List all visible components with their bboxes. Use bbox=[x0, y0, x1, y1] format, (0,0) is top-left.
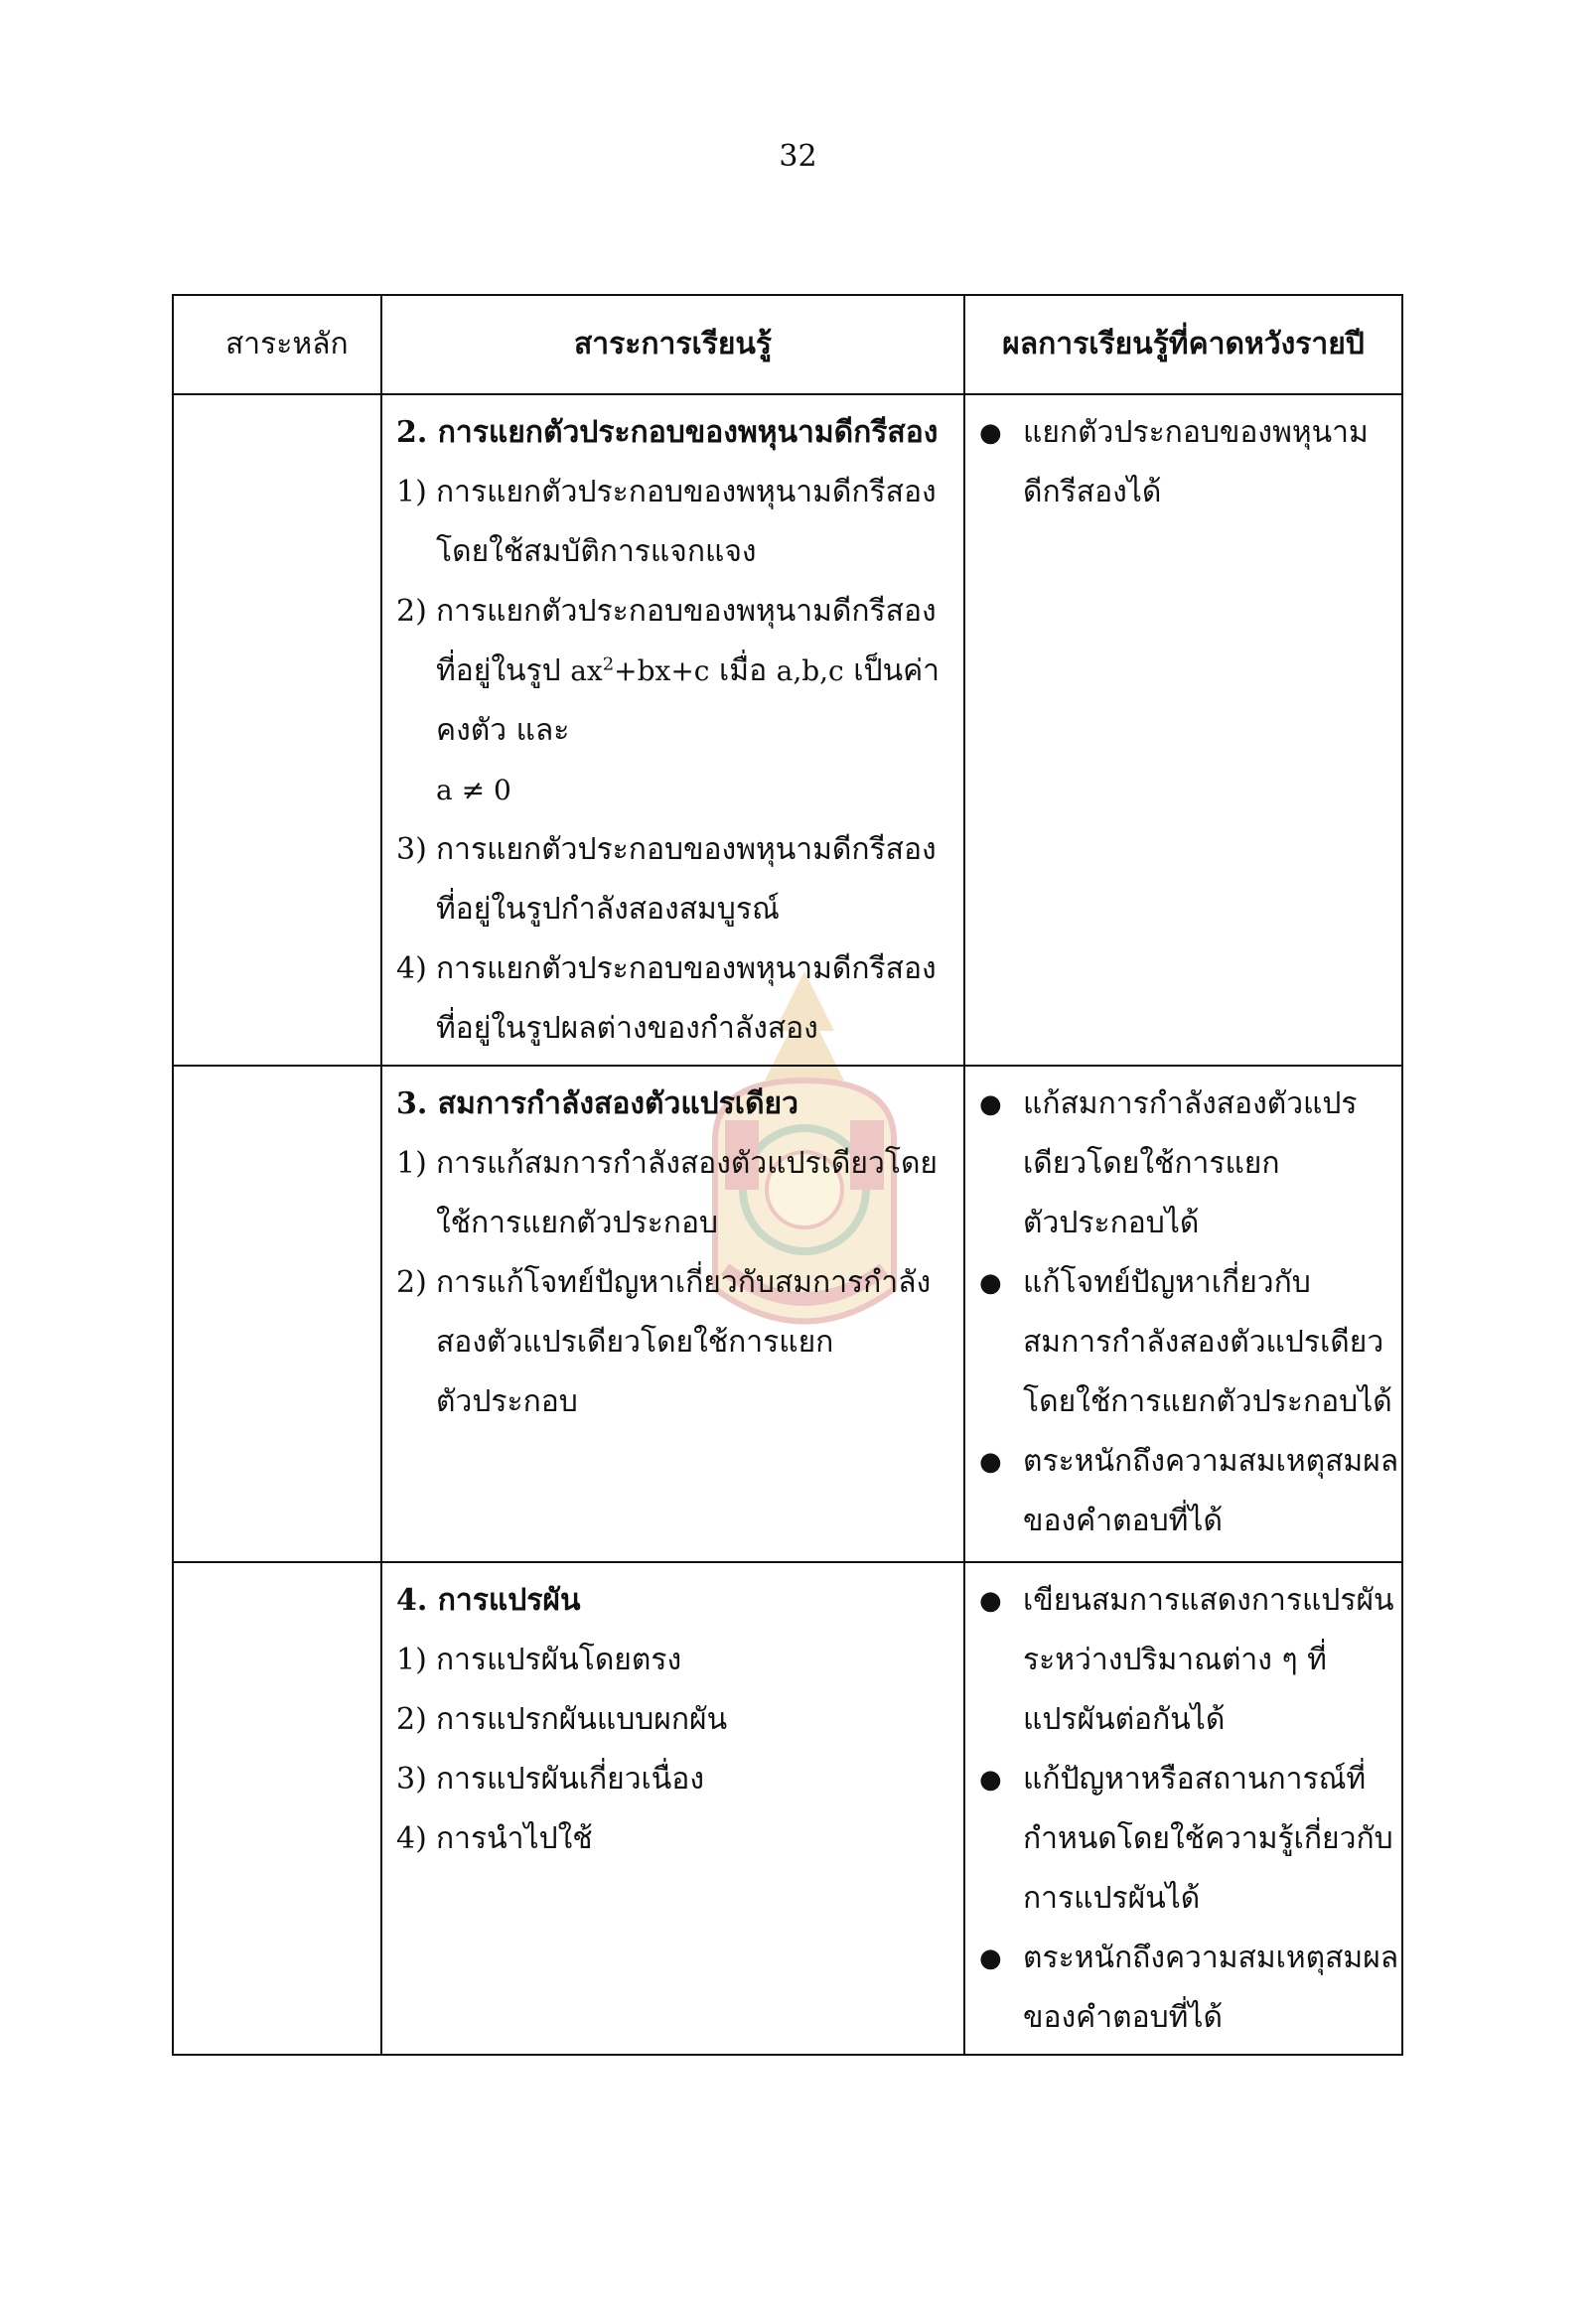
list-item bbox=[396, 1253, 955, 1432]
item-text: การแยกตัวประกอบของพหุนามดีกรีสองที่อยู่ในรูปผลต่างของกำลังสอง bbox=[436, 951, 937, 1046]
item-text: การแปรกผันแบบผกผัน bbox=[436, 1702, 728, 1737]
outcome-text: เขียนสมการแสดงการแปรผันระหว่างปริมาณต่าง ๆ ที่แปรผันต่อกันได้ bbox=[1023, 1583, 1394, 1737]
item-number: 2) bbox=[396, 1702, 427, 1737]
math-condition: a ≠ 0 bbox=[436, 774, 511, 806]
item-number: 3) bbox=[396, 832, 427, 867]
outcome-text: แก้สมการกำลังสองตัวแปรเดียวโดยใช้การแยกตัวประกอบได้ bbox=[1023, 1086, 1358, 1240]
header-core: สาระหลัก bbox=[173, 295, 381, 394]
curriculum-table bbox=[172, 294, 1403, 2056]
outcome-cell bbox=[964, 1562, 1402, 2055]
math-expression bbox=[570, 654, 709, 687]
bullet-icon: ● bbox=[979, 1268, 1002, 1298]
outcome-cell bbox=[964, 394, 1402, 1066]
list-item bbox=[396, 1690, 955, 1750]
outcome-item bbox=[979, 1571, 1399, 1750]
item-number: 2) bbox=[396, 1265, 427, 1300]
list-item bbox=[396, 820, 955, 939]
bullet-icon: ● bbox=[979, 1765, 1002, 1795]
list-item bbox=[396, 939, 955, 1059]
bullet-icon: ● bbox=[979, 418, 1002, 448]
outcome-text: แก้โจทย์ปัญหาเกี่ยวกับสมการกำลังสองตัวแปรเดียวโดยใช้การแยกตัวประกอบได้ bbox=[1023, 1265, 1392, 1419]
core-cell bbox=[173, 1066, 381, 1562]
item-text: การแก้สมการกำลังสองตัวแปรเดียวโดยใช้การแยกตัวประกอบ bbox=[436, 1146, 939, 1240]
list-item bbox=[396, 1134, 955, 1253]
table-header-row bbox=[173, 295, 1402, 394]
outcome-item bbox=[979, 1432, 1399, 1551]
list-item bbox=[396, 1809, 955, 1869]
item-text: การแยกตัวประกอบของพหุนามดีกรีสองโดยใช้สมบัติการแจกแจง bbox=[436, 475, 937, 569]
bullet-icon: ● bbox=[979, 1943, 1002, 1973]
item-text: การแปรผันเกี่ยวเนื่อง bbox=[436, 1762, 704, 1797]
bullet-icon: ● bbox=[979, 1089, 1002, 1119]
outcome-text: ตระหนักถึงความสมเหตุสมผลของคำตอบที่ได้ bbox=[1023, 1941, 1399, 2035]
list-item bbox=[396, 1631, 955, 1690]
item-text: การนำไปใช้ bbox=[436, 1821, 593, 1856]
list-item bbox=[396, 1750, 955, 1809]
outcome-text: แยกตัวประกอบของพหุนามดีกรีสองได้ bbox=[1023, 415, 1369, 509]
core-cell bbox=[173, 394, 381, 1066]
item-number: 4) bbox=[396, 951, 427, 986]
item-number: 4) bbox=[396, 1821, 427, 1856]
item-text-part: เป็นค่าคงตัว และ bbox=[436, 653, 941, 748]
list-item bbox=[396, 582, 955, 820]
outcome-item bbox=[979, 1253, 1399, 1432]
item-text: การแปรผันโดยตรง bbox=[436, 1643, 682, 1677]
topic-heading: 3. สมการกำลังสองตัวแปรเดียว bbox=[396, 1086, 798, 1121]
content-cell bbox=[381, 1066, 964, 1562]
table-row bbox=[173, 1066, 1402, 1562]
item-text: การแก้โจทย์ปัญหาเกี่ยวกับสมการกำลังสองตัวแปรเดียวโดยใช้การแยกตัวประกอบ bbox=[436, 1265, 932, 1419]
header-outcomes: ผลการเรียนรู้ที่คาดหวังรายปี bbox=[964, 295, 1402, 394]
topic-heading: 4. การแปรผัน bbox=[396, 1583, 581, 1618]
item-text bbox=[436, 582, 955, 820]
math-term: +bx+c bbox=[614, 654, 710, 687]
item-number: 3) bbox=[396, 1762, 427, 1797]
item-number: 2) bbox=[396, 594, 427, 629]
bullet-icon: ● bbox=[979, 1447, 1002, 1477]
core-cell bbox=[173, 1562, 381, 2055]
math-exponent: 2 bbox=[602, 653, 615, 675]
outcome-cell bbox=[964, 1066, 1402, 1562]
bullet-icon: ● bbox=[979, 1586, 1002, 1616]
item-number: 1) bbox=[396, 1146, 427, 1181]
item-number: 1) bbox=[396, 1643, 427, 1677]
header-content: สาระการเรียนรู้ bbox=[381, 295, 964, 394]
table-row bbox=[173, 1562, 1402, 2055]
table-row bbox=[173, 394, 1402, 1066]
content-cell bbox=[381, 394, 964, 1066]
outcome-item bbox=[979, 1075, 1399, 1253]
topic-heading: 2. การแยกตัวประกอบของพหุนามดีกรีสอง bbox=[396, 415, 939, 450]
item-number: 1) bbox=[396, 475, 427, 509]
item-text-part: เมื่อ bbox=[719, 653, 768, 688]
page-number: 32 bbox=[779, 139, 817, 174]
outcome-item bbox=[979, 1750, 1399, 1929]
math-term: ax bbox=[570, 654, 603, 687]
outcome-text: ตระหนักถึงความสมเหตุสมผลของคำตอบที่ได้ bbox=[1023, 1444, 1399, 1538]
outcome-item bbox=[979, 403, 1399, 522]
outcome-item bbox=[979, 1929, 1399, 2048]
outcome-text: แก้ปัญหาหรือสถานการณ์ที่กำหนดโดยใช้ความรู้เกี่ยวกับการแปรผันได้ bbox=[1023, 1762, 1393, 1916]
math-constants: a,b,c bbox=[776, 654, 844, 687]
item-text-part: การแยกตัวประกอบของพหุนามดีกรีสองที่อยู่ในรูป bbox=[436, 594, 937, 688]
content-cell bbox=[381, 1562, 964, 2055]
item-text: การแยกตัวประกอบของพหุนามดีกรีสองที่อยู่ในรูปกำลังสองสมบูรณ์ bbox=[436, 832, 937, 927]
list-item bbox=[396, 463, 955, 582]
